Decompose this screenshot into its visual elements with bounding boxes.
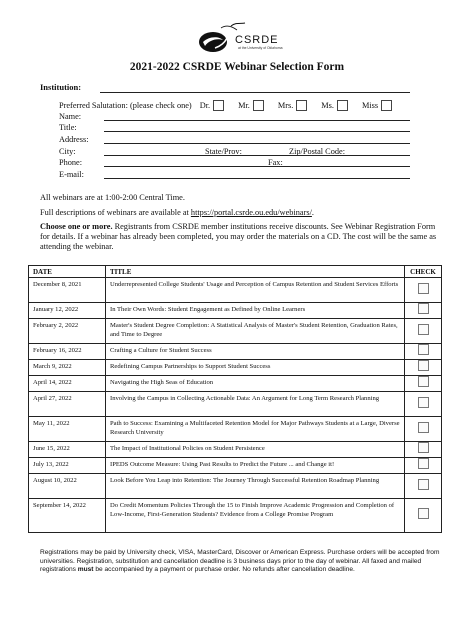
row-title: Navigating the High Seas of Education [106,376,405,392]
row-date: April 27, 2022 [29,392,106,417]
institution-label: Institution: [40,82,82,92]
checkbox[interactable] [418,422,429,433]
row-checkbox-cell [405,360,442,376]
row-checkbox-cell [405,392,442,417]
title-label: Title: [59,123,77,132]
webinar-table [28,265,442,533]
institution-field[interactable] [100,92,410,93]
phone-label: Phone: [59,158,83,167]
row-title: IPEDS Outcome Measure: Using Past Results to Predict the Future ... and Change it! [106,458,405,474]
name-label: Name: [59,112,82,121]
row-title: The Impact of Institutional Policies on Student Persistence [106,442,405,458]
row-checkbox-cell [405,458,442,474]
choose-text: Registrants from CSRDE member institutions receive discounts. See Webinar Registration Form for details. If a webinar has already been completed, you may order the materials on a CD. The cost will be the same as attending the webinar. [40,222,437,251]
row-checkbox-cell [405,474,442,499]
choose-note [40,222,440,252]
table-row [29,319,442,344]
date-header: DATE [29,266,106,278]
row-date: July 13, 2022 [29,458,106,474]
zip-label: Zip/Postal Code: [289,147,346,156]
table-row [29,442,442,458]
checkbox[interactable] [418,344,429,355]
row-title: Do Credit Momentum Policies Through the 15 to Finish Improve Academic Progression and Completion of Low-Income, First-Generation Students? Evidence from a College Promise Program [106,499,405,533]
checkbox[interactable] [381,100,392,111]
row-checkbox-cell [405,417,442,442]
table-row [29,360,442,376]
checkbox[interactable] [418,442,429,453]
table-row [29,499,442,533]
choose-bold: Choose one or more. [40,222,113,231]
row-date: March 9, 2022 [29,360,106,376]
logo-text: CSRDE [235,34,279,46]
checkbox[interactable] [418,397,429,408]
row-title: Redefining Campus Partnerships to Support Student Success [106,360,405,376]
row-title: In Their Own Words: Student Engagement as Defined by Online Learners [106,303,405,319]
table-row [29,474,442,499]
row-date: August 10, 2022 [29,474,106,499]
salutation-row [59,100,392,111]
checkbox[interactable] [418,283,429,294]
fax-label: Fax: [268,158,283,167]
descriptions-note [40,208,440,218]
policy-text-end: be accompanied by a payment or purchase order. No refunds after cancellation deadline. [93,566,355,574]
table-row [29,392,442,417]
city-label: City: [59,147,76,156]
checkbox[interactable] [418,360,429,371]
salutation-label: Ms. [321,101,334,110]
row-date: May 11, 2022 [29,417,106,442]
table-row [29,278,442,303]
checkbox[interactable] [296,100,307,111]
salutation-option-mr[interactable] [238,100,264,111]
salutation-option-miss[interactable] [362,100,392,111]
row-checkbox-cell [405,344,442,360]
row-date: June 15, 2022 [29,442,106,458]
table-row [29,376,442,392]
policy-text-start: Registrations may be paid by University check, VISA, MasterCard, Discover or American Express. Purchase orders will be accepted from universities. Registration, substitution and cancellation deadline is 3 business days prior to the day of webinar. All faxed and mailed registrations [40,549,440,574]
checkbox[interactable] [418,324,429,335]
row-date: February 16, 2022 [29,344,106,360]
check-header: CHECK [405,266,442,278]
row-checkbox-cell [405,278,442,303]
checkbox[interactable] [418,479,429,490]
checkbox[interactable] [418,458,429,469]
checkbox[interactable] [213,100,224,111]
city-state-zip-field[interactable] [104,155,410,156]
salutation-option-ms[interactable] [321,100,348,111]
checkbox[interactable] [418,303,429,314]
policy-must: must [77,566,94,574]
row-date: September 14, 2022 [29,499,106,533]
address-field[interactable] [104,143,410,144]
table-header-row [29,266,442,278]
checkbox[interactable] [418,508,429,519]
email-label: E-mail: [59,170,84,179]
row-date: April 14, 2022 [29,376,106,392]
payment-policy-note [40,549,440,575]
time-note: All webinars are at 1:00-2:00 Central Time. [40,193,185,202]
row-checkbox-cell [405,319,442,344]
row-date: February 2, 2022 [29,319,106,344]
row-checkbox-cell [405,376,442,392]
row-title: Crafting a Culture for Student Success [106,344,405,360]
name-field[interactable] [104,120,410,121]
salutation-prompt: Preferred Salutation: (please check one) [59,101,192,110]
state-label: State/Prov: [205,147,242,156]
row-checkbox-cell [405,442,442,458]
salutation-option-mrs[interactable] [278,100,307,111]
row-title: Involving the Campus in Collecting Actionable Data: An Argument for Long Term Research Planning [106,392,405,417]
address-label: Address: [59,135,89,144]
row-date: December 8, 2021 [29,278,106,303]
descriptions-suffix: . [311,208,314,217]
logo-tagline: at the University of Oklahoma [238,46,283,50]
salutation-label: Miss [361,101,379,110]
email-field[interactable] [104,178,410,179]
phone-fax-field[interactable] [104,166,410,167]
table-row [29,458,442,474]
title-field[interactable] [104,131,410,132]
table-row [29,303,442,319]
table-row [29,417,442,442]
webinars-link[interactable]: https://portal.csrde.ou.edu/webinars/ [190,208,312,217]
row-title: Path to Success: Examining a Multifaceted Retention Model for Major Pathways Students at a Large, Diverse Research University [106,417,405,442]
row-title: Master's Student Degree Completion: A Statistical Analysis of Master's Student Retention, Graduation Rates, and Time to Degree [106,319,405,344]
page-title: 2021-2022 CSRDE Webinar Selection Form [129,61,345,73]
row-title: Look Before You Leap into Retention: The Journey Through Successful Retention Roadmap Planning [106,474,405,499]
checkbox[interactable] [337,100,348,111]
salutation-label: Dr. [199,101,211,110]
row-checkbox-cell [405,499,442,533]
salutation-option-dr[interactable] [200,100,224,111]
row-date: January 12, 2022 [29,303,106,319]
descriptions-prefix: Full descriptions of webinars are available at [40,208,191,217]
title-header: TITLE [106,266,405,278]
salutation-label: Mr. [238,101,250,110]
row-title: Underrepresented College Students' Usage and Perception of Campus Retention and Student Services Efforts [106,278,405,303]
salutation-label: Mrs. [277,101,294,110]
checkbox[interactable] [418,376,429,387]
checkbox[interactable] [253,100,264,111]
table-row [29,344,442,360]
row-checkbox-cell [405,303,442,319]
